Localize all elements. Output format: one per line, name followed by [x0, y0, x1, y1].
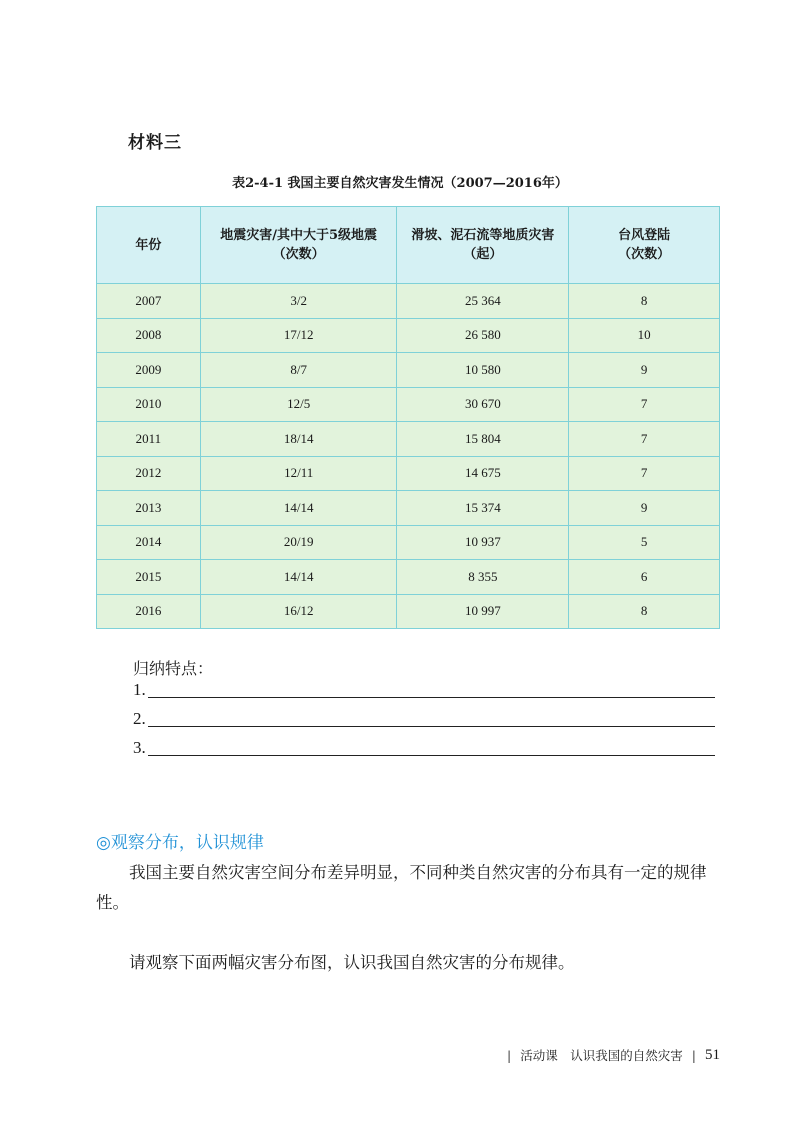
header-earthquake: 地震灾害/其中大于5级地震 （次数） [200, 207, 397, 284]
cell-year: 2011 [97, 422, 201, 457]
table-row [97, 456, 720, 491]
cell-year: 2015 [97, 560, 201, 595]
body-paragraph-2: 请观察下面两幅灾害分布图，认识我国自然灾害的分布规律。 [129, 953, 575, 972]
cell-geological: 10 997 [397, 594, 569, 629]
summary-label: 归纳特点： [133, 659, 214, 678]
cell-earthquake: 20/19 [200, 525, 397, 560]
cell-earthquake: 14/14 [200, 560, 397, 595]
cell-typhoon: 8 [569, 594, 720, 629]
cell-earthquake: 18/14 [200, 422, 397, 457]
table-row [97, 491, 720, 526]
cell-typhoon: 7 [569, 387, 720, 422]
cell-geological: 25 364 [397, 284, 569, 319]
cell-geological: 15 374 [397, 491, 569, 526]
cell-earthquake: 12/11 [200, 456, 397, 491]
table-row [97, 284, 720, 319]
cell-geological: 26 580 [397, 318, 569, 353]
cell-typhoon: 7 [569, 456, 720, 491]
cell-year: 2016 [97, 594, 201, 629]
table-row [97, 560, 720, 595]
cell-geological: 8 355 [397, 560, 569, 595]
table-row [97, 594, 720, 629]
answer-line-1[interactable] [133, 676, 715, 700]
answer-rule [148, 697, 715, 698]
page-number: 51 [705, 1046, 720, 1063]
cell-year: 2010 [97, 387, 201, 422]
cell-earthquake: 3/2 [200, 284, 397, 319]
cell-geological: 30 670 [397, 387, 569, 422]
cell-geological: 15 804 [397, 422, 569, 457]
cell-typhoon: 5 [569, 525, 720, 560]
table-row [97, 525, 720, 560]
cell-earthquake: 8/7 [200, 353, 397, 388]
answer-line-3[interactable] [133, 734, 715, 758]
section-heading: ◎观察分布，认识规律 [96, 833, 264, 853]
cell-typhoon: 8 [569, 284, 720, 319]
cell-geological: 14 675 [397, 456, 569, 491]
header-year: 年份 [97, 207, 201, 284]
cell-typhoon: 6 [569, 560, 720, 595]
cell-typhoon: 9 [569, 491, 720, 526]
footer-divider-left: | [507, 1047, 512, 1063]
header-typhoon: 台风登陆 （次数） [569, 207, 720, 284]
answer-rule [148, 726, 715, 727]
material-label: 材料三 [128, 133, 182, 153]
table-row [97, 318, 720, 353]
answer-number: 3. [133, 738, 146, 757]
cell-earthquake: 12/5 [200, 387, 397, 422]
footer-title: 活动课 认识我国的自然灾害 [520, 1048, 683, 1063]
cell-typhoon: 9 [569, 353, 720, 388]
table-header-row [97, 207, 720, 284]
header-geological: 滑坡、泥石流等地质灾害 （起） [397, 207, 569, 284]
answer-line-2[interactable] [133, 705, 715, 729]
footer-divider-right: | [691, 1047, 696, 1063]
cell-earthquake: 16/12 [200, 594, 397, 629]
answer-rule [148, 755, 715, 756]
cell-year: 2007 [97, 284, 201, 319]
cell-geological: 10 580 [397, 353, 569, 388]
cell-earthquake: 14/14 [200, 491, 397, 526]
cell-geological: 10 937 [397, 525, 569, 560]
page-footer [507, 1046, 720, 1064]
disaster-table [96, 206, 720, 629]
cell-typhoon: 10 [569, 318, 720, 353]
cell-year: 2008 [97, 318, 201, 353]
table-caption: 表2-4-1 我国主要自然灾害发生情况（2007—2016年） [232, 176, 568, 191]
answer-number: 2. [133, 709, 146, 728]
table-row [97, 387, 720, 422]
body-paragraph-1: 我国主要自然灾害空间分布差异明显，不同种类自然灾害的分布具有一定的规律性。 [96, 863, 707, 912]
table-row [97, 422, 720, 457]
cell-year: 2009 [97, 353, 201, 388]
cell-earthquake: 17/12 [200, 318, 397, 353]
cell-year: 2014 [97, 525, 201, 560]
cell-year: 2012 [97, 456, 201, 491]
table-row [97, 353, 720, 388]
cell-typhoon: 7 [569, 422, 720, 457]
answer-number: 1. [133, 680, 146, 699]
cell-year: 2013 [97, 491, 201, 526]
